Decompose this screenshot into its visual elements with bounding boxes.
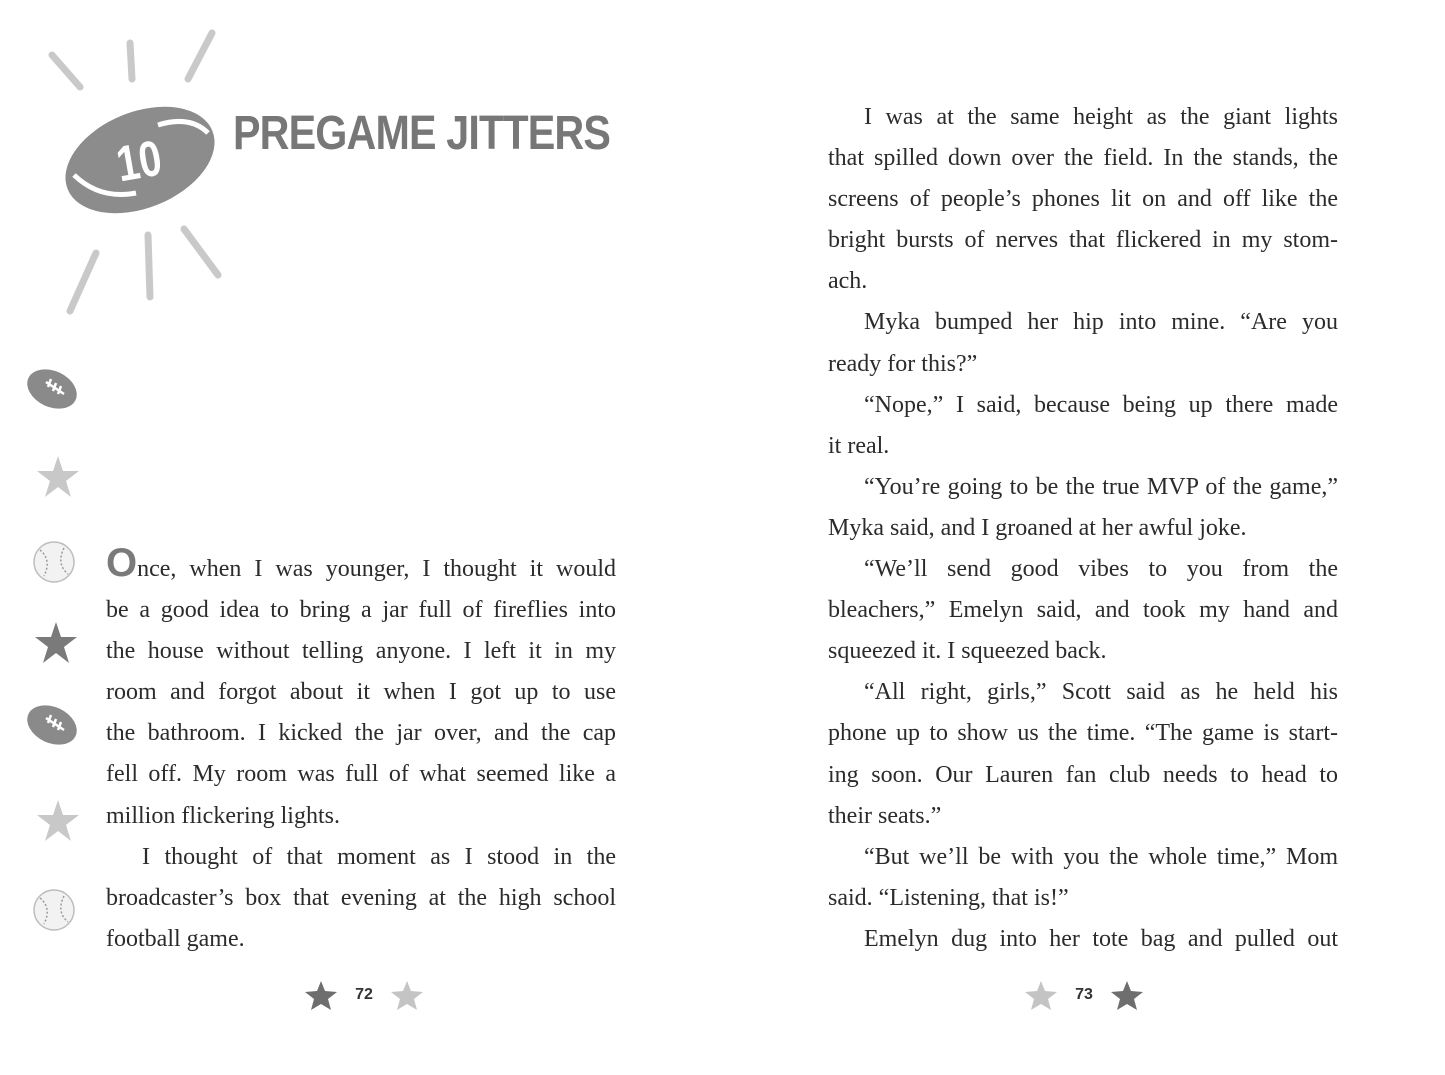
text-line: bleachers,” Emelyn said, and took my hand and [828,597,1338,624]
star-icon [32,620,80,666]
page-number-footer [1014,978,1154,1012]
right-body-text [828,97,1338,960]
text-line: “You’re going to be the true MVP of the game,” [864,473,1338,500]
chapter-number: 10 [112,129,166,193]
star-icon [34,798,82,844]
text-line: ing soon. Our Lauren fan club needs to head to [828,761,1338,788]
page-number: 72 [355,986,373,1003]
text-line: that spilled down over the field. In the stands, the [828,145,1338,172]
text-line: football game. [106,925,245,952]
star-icon [387,978,427,1012]
text-line: Myka bumped her hip into mine. “Are you [864,309,1338,336]
star-icon [34,454,82,500]
page-number: 73 [1075,986,1093,1003]
text-line: bright bursts of nerves that flickered in my stom- [828,227,1338,254]
page-number-footer [294,978,434,1012]
text-line: screens of people’s phones lit on and off like the [828,186,1338,213]
text-line: ready for this?” [828,350,978,377]
text-line: their seats.” [828,802,942,829]
right-page [722,0,1445,1075]
text-line: “Nope,” I said, because being up there made [864,391,1338,418]
text-line: said. “Listening, that is!” [828,884,1069,911]
chapter-title: PREGAME JITTERS [233,107,611,160]
text-line: I thought of that moment as I stood in the [142,843,616,870]
star-icon [1021,978,1061,1012]
dropcap: O [106,541,138,585]
text-line: I was at the same height as the giant lights [864,104,1338,130]
left-body-text [106,541,616,960]
star-icon [301,978,341,1012]
text-line: ach. [828,268,868,295]
star-icon [1107,978,1147,1012]
text-line: phone up to show us the time. “The game is start- [828,720,1338,747]
text-line: Once, when I was younger, I thought it would [106,541,616,585]
baseball-icon [30,886,78,934]
text-line: broadcaster’s box that evening at the high school [106,884,616,911]
text-line: squeezed it. I squeezed back. [828,638,1107,665]
baseball-icon [30,538,78,586]
text-line: million flickering lights. [106,802,340,829]
text-line: “We’ll send good vibes to you from the [864,556,1338,583]
text-line: Emelyn dug into her tote bag and pulled out [864,925,1338,952]
left-page [0,0,722,1075]
text-line: room and forgot about it when I got up to use [106,679,616,706]
football-icon [22,362,82,416]
text-line: Myka said, and I groaned at her awful joke. [828,514,1247,541]
text-line: “All right, girls,” Scott said as he held his [864,679,1338,706]
text-line: fell off. My room was full of what seemed like a [106,761,616,788]
text-line: “But we’ll be with you the whole time,” Mom [864,843,1338,870]
text-line: it real. [828,432,890,459]
football-icon [22,698,82,752]
text-line: the house without telling anyone. I left it in my [106,638,616,665]
text-line: be a good idea to bring a jar full of fireflies into [106,597,616,624]
text-line: the bathroom. I kicked the jar over, and the cap [106,720,616,747]
